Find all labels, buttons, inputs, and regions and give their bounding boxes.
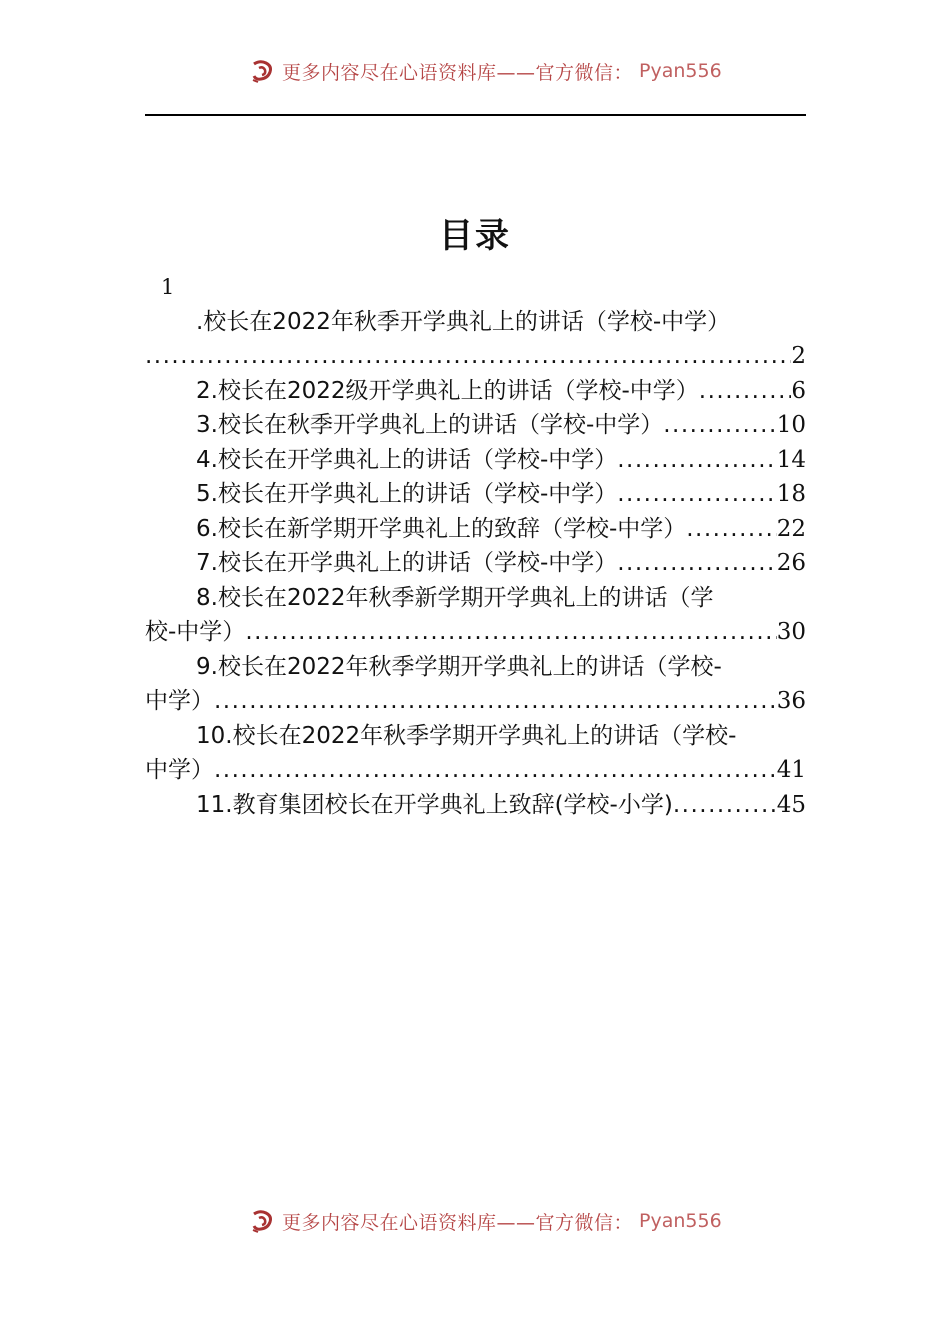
toc-entry-5-page: 18 (776, 481, 806, 507)
toc-leader-dots (663, 408, 776, 443)
toc-entry-9-leader-line[interactable] (145, 684, 806, 719)
toc-entry-8-title-line[interactable] (145, 581, 806, 616)
toc-entry-10-page: 41 (776, 757, 806, 783)
toc-entry-6-label: 6.校长在新学期开学典礼上的致辞（学校-中学） (196, 515, 687, 542)
footer-watermark-text: 更多内容尽在心语资料库——官方微信： (282, 1211, 634, 1234)
toc-entry-3-label: 3.校长在秋季开学典礼上的讲话（学校-中学） (196, 412, 664, 438)
toc-leader-dots (245, 615, 776, 650)
toc-entry-3[interactable] (145, 408, 806, 443)
toc-entry-2-page: 6 (791, 377, 806, 404)
toc-entry-4-label: 4.校长在开学典礼上的讲话（学校-中学） (196, 446, 618, 473)
toc-entry-7-page: 26 (776, 550, 806, 576)
toc-leader-dots (686, 512, 776, 547)
toc-entry-9-label-line2: 中学） (145, 688, 214, 714)
toc-leader-dots (145, 339, 791, 374)
toc-entry-4[interactable] (145, 443, 806, 478)
toc-entry-11-page: 45 (776, 791, 806, 818)
footer-watermark-account: Pyan556 (639, 1210, 722, 1232)
toc-leader-dots (617, 477, 776, 512)
toc-entry-10-title-line[interactable] (145, 719, 806, 754)
toc-leader-dots (699, 374, 792, 409)
toc-entry-1-page: 2 (791, 343, 806, 369)
toc-entry-6-page: 22 (776, 515, 806, 542)
toc-entry-8-page: 30 (776, 619, 806, 645)
toc-entry-1-title-line[interactable] (145, 305, 806, 340)
toc-entry-7-label: 7.校长在开学典礼上的讲话（学校-中学） (196, 550, 618, 576)
page-title: 目录 (439, 216, 511, 256)
toc-entry-10-label-line2: 中学） (145, 757, 214, 783)
toc-entry-10-label-line1: 10.校长在2022年秋季学期开学典礼上的讲话（学校- (196, 722, 737, 749)
toc-entry-3-page: 10 (776, 412, 806, 438)
toc-entry-2-label: 2.校长在2022级开学典礼上的讲话（学校-中学） (196, 377, 699, 404)
toc-entry-8-label-line2: 校-中学） (145, 619, 246, 645)
toc-leader-dots (214, 753, 777, 788)
toc-leader-dots (673, 788, 777, 823)
header-watermark (250, 58, 722, 84)
toc-entry-10-leader-line[interactable] (145, 753, 806, 788)
toc-entry-8-leader-line[interactable] (145, 615, 806, 650)
header-watermark-account: Pyan556 (639, 60, 722, 82)
toc-entry-11-label: 11.教育集团校长在开学典礼上致辞(学校-小学) (196, 791, 673, 818)
toc-entry-5-label: 5.校长在开学典礼上的讲话（学校-中学） (196, 481, 618, 507)
toc-entry-4-page: 14 (776, 446, 806, 473)
footer-watermark (250, 1208, 722, 1234)
header-divider (145, 114, 806, 116)
toc-entry-1-number: 1 (161, 275, 175, 299)
brand-logo-icon (250, 1208, 276, 1234)
toc-entry-1-leader-line[interactable] (145, 339, 806, 374)
toc-leader-dots (617, 546, 776, 581)
toc-entry-9-label-line1: 9.校长在2022年秋季学期开学典礼上的讲话（学校- (196, 653, 722, 680)
toc-leader-dots (214, 684, 777, 719)
toc-entry-11[interactable] (145, 788, 806, 823)
toc-entry-5[interactable] (145, 477, 806, 512)
toc-entry-6[interactable] (145, 512, 806, 547)
table-of-contents (145, 270, 806, 822)
brand-logo-icon (250, 58, 276, 84)
header-watermark-text: 更多内容尽在心语资料库——官方微信： (282, 61, 634, 84)
toc-entry-9-title-line[interactable] (145, 650, 806, 685)
toc-entry-1-label: .校长在2022年秋季开学典礼上的讲话（学校-中学） (196, 308, 731, 335)
toc-entry-8-label-line1: 8.校长在2022年秋季新学期开学典礼上的讲话（学 (196, 584, 714, 611)
toc-entry-9-page: 36 (776, 688, 806, 714)
toc-entry-7[interactable] (145, 546, 806, 581)
toc-leader-dots (617, 443, 776, 478)
toc-entry-2[interactable] (145, 374, 806, 409)
